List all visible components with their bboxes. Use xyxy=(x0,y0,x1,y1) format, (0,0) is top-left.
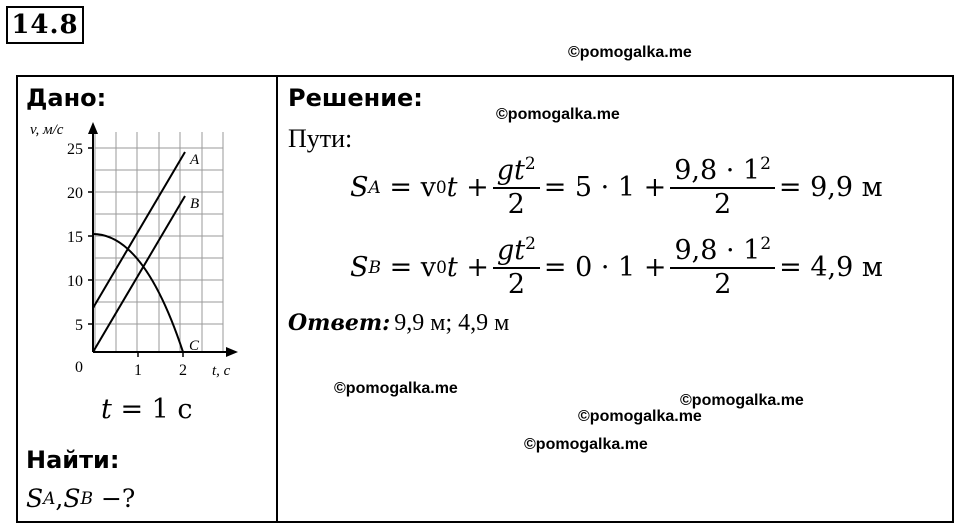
fraction-gt2: $\frac{gt^2}{2}$ xyxy=(493,236,540,300)
find-expression: S A , S B −? xyxy=(26,484,136,513)
y-tick-label: 25 xyxy=(67,141,83,158)
x-axis-label: t, с xyxy=(212,363,231,378)
watermark: ©pomogalka.me xyxy=(578,408,702,425)
equation-a: S A = v 0 t + $\frac{gt^2}{2}$ = 5 · 1 + $\frac{9,8 \cdot 1^2}{2}$ = 9,9 м xyxy=(350,154,883,221)
y-axis-label: v, м/с xyxy=(30,122,64,138)
x-tick-label: 1 xyxy=(134,362,142,378)
line-label-c: C xyxy=(189,338,200,354)
problem-number: 14.8 xyxy=(6,6,84,44)
watermark: ©pomogalka.me xyxy=(680,392,804,409)
y-tick-label: 10 xyxy=(67,273,83,290)
line-b xyxy=(93,196,185,352)
paths-label: Пути: xyxy=(288,124,353,153)
watermark: ©pomogalka.me xyxy=(524,436,648,453)
solution-heading: Решение: xyxy=(288,84,423,112)
answer-line xyxy=(288,310,509,337)
line-a xyxy=(93,152,185,308)
condition-variable: t xyxy=(101,394,112,425)
line-label-b: B xyxy=(190,196,200,212)
curve-c xyxy=(93,234,183,352)
given-heading: Дано: xyxy=(26,84,107,112)
fraction-numeric: $\frac{9,8 \cdot 1^2}{2}$ xyxy=(670,156,775,220)
line-label-a: A xyxy=(190,152,200,168)
fraction-numeric: $\frac{9,8 \cdot 1^2}{2}$ xyxy=(670,236,775,300)
given-condition xyxy=(101,394,193,425)
fraction-gt2: $\frac{gt^2}{2}$ xyxy=(493,156,540,220)
find-heading: Найти: xyxy=(26,446,120,474)
watermark: ©pomogalka.me xyxy=(334,380,458,397)
x-tick-label: 2 xyxy=(179,362,187,378)
equation-b: S B = v 0 t + $\frac{gt^2}{2}$ = 0 · 1 + $\frac{9,8 \cdot 1^2}{2}$ = 4,9 м xyxy=(350,234,883,301)
velocity-time-graph xyxy=(26,118,276,378)
watermark: ©pomogalka.me xyxy=(568,44,692,61)
answer-label: Ответ: xyxy=(288,310,391,336)
condition-value: = 1 с xyxy=(120,394,193,425)
y-tick-label: 5 xyxy=(75,317,83,334)
watermark: ©pomogalka.me xyxy=(496,106,620,123)
result-a: = 9,9 м xyxy=(778,172,883,204)
origin-label: 0 xyxy=(75,359,83,376)
answer-text: 9,9 м; 4,9 м xyxy=(394,310,510,336)
result-b: = 4,9 м xyxy=(779,252,883,284)
column-divider xyxy=(276,75,278,523)
y-tick-label: 20 xyxy=(67,185,83,202)
y-tick-label: 15 xyxy=(67,229,83,246)
